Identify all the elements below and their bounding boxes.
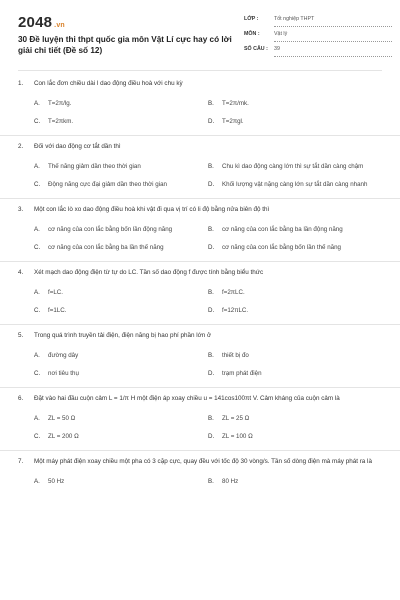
question-text: Một máy phát điện xoay chiều một pha có 3 cặp cực, quay đều với tốc độ 30 vòng/s. Tần số dòng điện mà máy phát ra là bbox=[34, 458, 372, 465]
option-letter: B. bbox=[208, 415, 214, 422]
option-text: thiết bị đo bbox=[222, 352, 249, 359]
option-text: cơ năng của con lắc bằng ba lần động năng bbox=[222, 226, 343, 233]
option-text: ZL = 200 Ω bbox=[48, 433, 79, 440]
option-text: T=2π/lg. bbox=[48, 100, 72, 107]
document-title: 30 Đề luyện thi thpt quốc gia môn Vật Lí cực hay có lời giải chi tiết (Đề số 12) bbox=[18, 35, 232, 55]
answer-options bbox=[18, 347, 382, 387]
question-6 bbox=[0, 388, 400, 451]
question-7 bbox=[0, 451, 400, 495]
question-text: Con lắc đơn chiều dài l dao động điều hoà với chu kỳ bbox=[34, 80, 183, 87]
question-3 bbox=[0, 199, 400, 262]
question-number: 5. bbox=[18, 332, 24, 339]
option-letter: A. bbox=[34, 289, 40, 296]
option-text: cơ năng của con lắc bằng ba lần thế năng bbox=[48, 244, 164, 251]
answer-option[interactable] bbox=[208, 347, 382, 365]
option-letter: B. bbox=[208, 226, 214, 233]
option-text: Khối lượng vật nặng càng lớn sự tắt dần càng nhanh bbox=[222, 181, 368, 188]
info-row-subject bbox=[244, 29, 394, 43]
answer-option[interactable] bbox=[34, 473, 208, 491]
option-text: f=12πLC. bbox=[222, 307, 249, 314]
answer-options bbox=[18, 95, 382, 135]
option-text: cơ năng của con lắc bằng bốn lần động năng bbox=[48, 226, 173, 233]
info-value: Vật lý bbox=[274, 31, 392, 42]
question-stem bbox=[18, 79, 382, 95]
info-row-count bbox=[244, 44, 394, 58]
answer-option[interactable] bbox=[208, 113, 382, 131]
question-number: 4. bbox=[18, 269, 24, 276]
answer-option[interactable] bbox=[34, 284, 208, 302]
option-text: f=LC. bbox=[48, 289, 63, 296]
info-value: Tốt nghiệp THPT bbox=[274, 16, 392, 27]
option-letter: D. bbox=[208, 118, 215, 125]
option-letter: A. bbox=[34, 352, 40, 359]
option-letter: C. bbox=[34, 433, 41, 440]
answer-option[interactable] bbox=[208, 158, 382, 176]
option-text: ZL = 25 Ω bbox=[222, 415, 250, 422]
exam-info bbox=[244, 14, 394, 59]
option-text: T=2πgl. bbox=[222, 118, 244, 125]
info-label: SỐ CÂU : bbox=[244, 46, 268, 52]
answer-option[interactable] bbox=[208, 95, 382, 113]
option-text: nơi tiêu thụ bbox=[48, 370, 79, 377]
answer-option[interactable] bbox=[208, 239, 382, 257]
option-letter: D. bbox=[208, 307, 215, 314]
option-letter: B. bbox=[208, 352, 214, 359]
question-4 bbox=[0, 262, 400, 325]
option-letter: A. bbox=[34, 415, 40, 422]
answer-options bbox=[18, 473, 382, 495]
question-5 bbox=[0, 325, 400, 388]
answer-option[interactable] bbox=[34, 410, 208, 428]
option-letter: C. bbox=[34, 307, 41, 314]
option-text: f=1LC. bbox=[48, 307, 67, 314]
option-text: 80 Hz bbox=[222, 478, 239, 485]
answer-option[interactable] bbox=[208, 428, 382, 446]
option-letter: D. bbox=[208, 244, 215, 251]
answer-option[interactable] bbox=[34, 302, 208, 320]
answer-options bbox=[18, 410, 382, 450]
option-letter: A. bbox=[34, 226, 40, 233]
question-text: Trong quá trình truyền tải điện, điện năng bị hao phí phần lớn ở bbox=[34, 332, 212, 339]
question-text: Xét mạch dao động điện từ tự do LC. Tần số dao động f được tính bằng biểu thức bbox=[34, 269, 264, 276]
header-divider bbox=[18, 70, 382, 71]
answer-option[interactable] bbox=[208, 302, 382, 320]
question-number: 3. bbox=[18, 206, 24, 213]
option-text: Thế năng giảm dần theo thời gian bbox=[48, 163, 141, 170]
question-2 bbox=[0, 136, 400, 199]
question-number: 2. bbox=[18, 143, 24, 150]
info-label: MÔN : bbox=[244, 31, 260, 37]
question-1 bbox=[0, 73, 400, 136]
logo-text: 2048 bbox=[18, 14, 53, 31]
option-text: ZL = 50 Ω bbox=[48, 415, 76, 422]
option-text: Chu kì dao động càng lớn thì sự tắt dần càng chậm bbox=[222, 163, 364, 170]
answer-option[interactable] bbox=[208, 365, 382, 383]
info-row-class bbox=[244, 14, 394, 28]
option-text: ZL = 100 Ω bbox=[222, 433, 253, 440]
answer-option[interactable] bbox=[208, 176, 382, 194]
answer-options bbox=[18, 284, 382, 324]
answer-option[interactable] bbox=[208, 410, 382, 428]
answer-option[interactable] bbox=[34, 113, 208, 131]
question-stem bbox=[18, 331, 382, 347]
option-letter: B. bbox=[208, 478, 214, 485]
answer-option[interactable] bbox=[34, 95, 208, 113]
info-value: 39 bbox=[274, 46, 392, 57]
answer-option[interactable] bbox=[34, 428, 208, 446]
option-letter: A. bbox=[34, 100, 40, 107]
question-number: 6. bbox=[18, 395, 24, 402]
answer-option[interactable] bbox=[34, 221, 208, 239]
answer-option[interactable] bbox=[208, 284, 382, 302]
question-stem bbox=[18, 457, 382, 473]
answer-option[interactable] bbox=[208, 473, 382, 491]
option-letter: B. bbox=[208, 289, 214, 296]
answer-option[interactable] bbox=[34, 176, 208, 194]
option-letter: D. bbox=[208, 181, 215, 188]
option-text: Động năng cực đại giảm dần theo thời gian bbox=[48, 181, 167, 188]
option-letter: D. bbox=[208, 433, 215, 440]
option-letter: C. bbox=[34, 244, 41, 251]
answer-option[interactable] bbox=[34, 239, 208, 257]
option-letter: C. bbox=[34, 370, 41, 377]
answer-option[interactable] bbox=[34, 158, 208, 176]
question-stem bbox=[18, 268, 382, 284]
answer-option[interactable] bbox=[34, 347, 208, 365]
option-letter: D. bbox=[208, 370, 215, 377]
question-stem bbox=[18, 142, 382, 158]
question-number: 7. bbox=[18, 458, 24, 465]
option-letter: B. bbox=[208, 163, 214, 170]
option-text: T=2πkm. bbox=[48, 118, 74, 125]
option-letter: C. bbox=[34, 118, 41, 125]
option-text: T=2π/mk. bbox=[222, 100, 249, 107]
header bbox=[18, 12, 382, 60]
answer-option[interactable] bbox=[208, 221, 382, 239]
answer-option[interactable] bbox=[34, 365, 208, 383]
answer-options bbox=[18, 221, 382, 261]
answer-options bbox=[18, 158, 382, 198]
question-number: 1. bbox=[18, 80, 24, 87]
option-letter: A. bbox=[34, 163, 40, 170]
logo-suffix: .vn bbox=[54, 22, 65, 29]
option-text: f=2πLC. bbox=[222, 289, 245, 296]
question-stem bbox=[18, 394, 382, 410]
option-text: 50 Hz bbox=[48, 478, 65, 485]
option-letter: B. bbox=[208, 100, 214, 107]
info-label: LỚP : bbox=[244, 16, 259, 22]
option-letter: C. bbox=[34, 181, 41, 188]
question-stem bbox=[18, 205, 382, 221]
option-text: trạm phát điện bbox=[222, 370, 262, 377]
option-text: cơ năng của con lắc bằng bốn lần thế năng bbox=[222, 244, 341, 251]
option-text: đường dây bbox=[48, 352, 79, 359]
question-text: Đặt vào hai đầu cuộn cảm L = 1/π H một điện áp xoay chiều u = 141cos100πt V. Cảm kháng của cuộn cảm là bbox=[34, 395, 340, 402]
question-text: Đối với dao động cơ tắt dần thì bbox=[34, 143, 121, 150]
question-text: Một con lắc lò xo dao động điều hoà khi vật đi qua vị trí có li độ bằng nửa biên độ thì bbox=[34, 206, 270, 213]
question-list bbox=[0, 73, 400, 495]
option-letter: A. bbox=[34, 478, 40, 485]
site-logo[interactable] bbox=[18, 14, 65, 31]
